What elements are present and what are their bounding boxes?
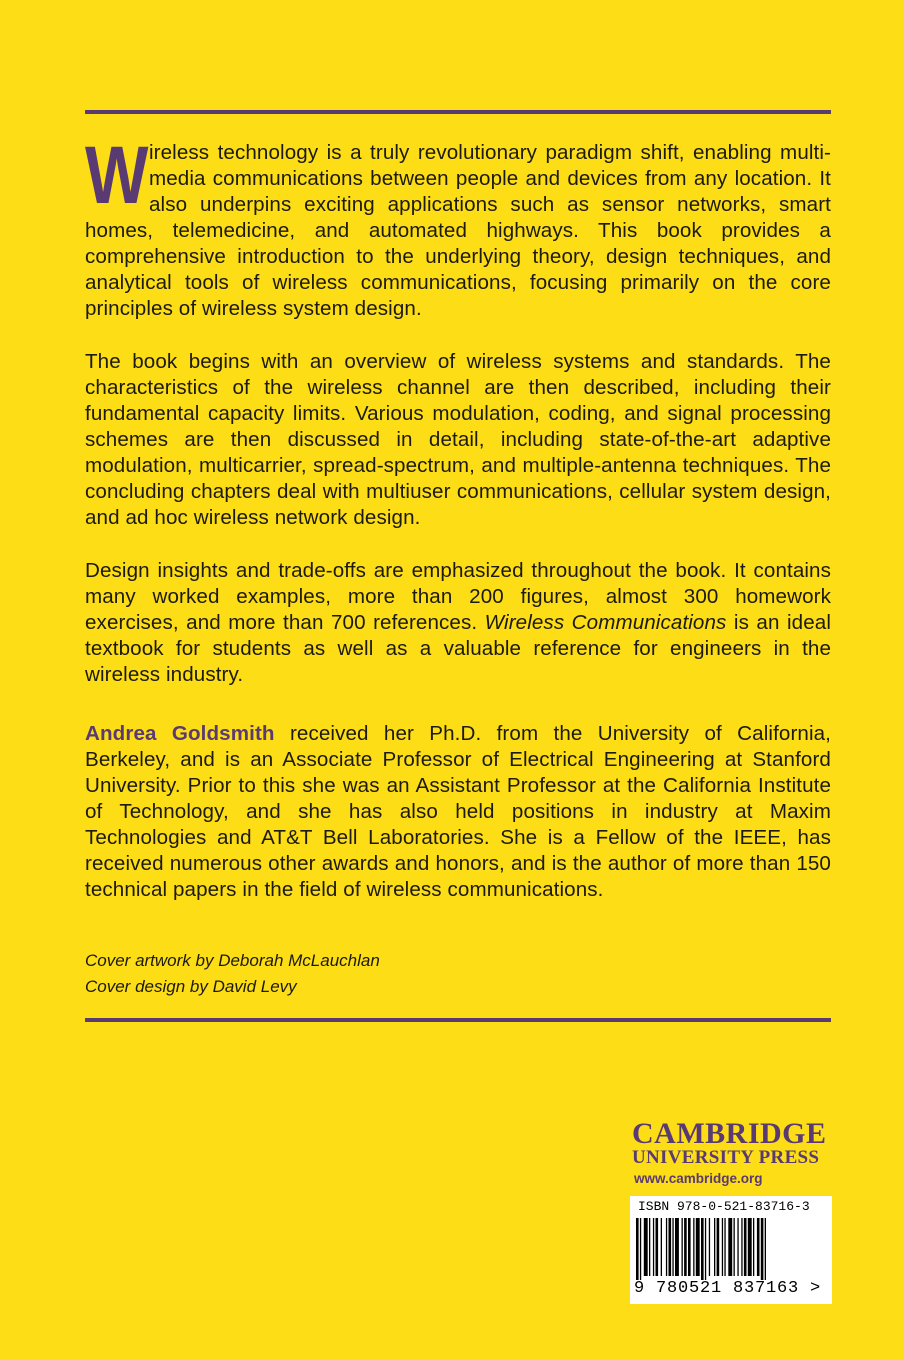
barcode-bar — [696, 1218, 700, 1276]
publisher-url: www.cambridge.org — [634, 1171, 763, 1186]
barcode-bar — [656, 1218, 659, 1276]
barcode-bar — [722, 1218, 723, 1276]
author-bio-text: received her Ph.D. from the University of California, Berkeley, and is an Associate Professor of Electrical Engineering at Stanford University. Prior to this she was an Assistant Professor at the California Institute of Technology, and she has also held positions in industry at Maxim Technologies and AT&T Bell Laboratories. She is a Fellow of the IEEE, has received numerous other awards and honors, and is the author of more than 150 technical papers in the field of wireless communications. — [85, 722, 831, 901]
barcode-bar — [669, 1218, 672, 1276]
author-bio — [85, 721, 831, 903]
barcode-bar — [701, 1218, 704, 1280]
barcode-bar — [728, 1218, 732, 1276]
isbn-label: ISBN 978-0-521-83716-3 — [638, 1199, 810, 1214]
barcode-bar — [714, 1218, 715, 1276]
barcode-bar — [705, 1218, 706, 1280]
barcode-bar — [724, 1218, 725, 1276]
barcode-bar — [737, 1218, 738, 1276]
cover-design-credit: Cover design by David Levy — [85, 977, 297, 996]
paragraph-1-text: ireless technology is a truly revolutionary paradigm shift, enabling multi-media communications between people and devices from any location. It also underpins exciting applications such as sensor networks, smart homes, telemedicine, and automated highways. This book provides a comprehensive introduction to the underlying theory, design techniques, and analytical tools of wireless communications, focusing primarily on the core principles of wireless system design. — [85, 141, 831, 320]
barcode-bar — [653, 1218, 654, 1276]
blurb-paragraph-1 — [85, 130, 831, 322]
paragraph-3-text-before: Design insights and trade-offs are emphasized throughout the book. It contains many worked examples, more than 200 figures, almost 300 homework exercises, and more than 700 references. — [85, 559, 831, 634]
top-divider — [85, 110, 831, 114]
barcode-bar — [757, 1218, 760, 1276]
barcode-bar — [744, 1218, 747, 1276]
barcode-bar — [672, 1218, 673, 1276]
barcode-bar — [688, 1218, 691, 1276]
barcode-bar — [636, 1218, 639, 1280]
barcode-graphic — [636, 1218, 826, 1280]
barcode-bar — [649, 1218, 650, 1276]
barcode-bar — [734, 1218, 735, 1276]
barcode-bar — [709, 1218, 710, 1276]
barcode-bar — [765, 1218, 766, 1280]
barcode-bar — [761, 1218, 764, 1280]
isbn-barcode — [630, 1196, 832, 1304]
barcode-digits: 9 780521 837163 > — [634, 1279, 822, 1298]
blurb-paragraph-3 — [85, 558, 831, 688]
paragraph-3-text-after: is an ideal textbook for students as well as a valuable reference for engineers in the wireless industry. — [85, 611, 831, 686]
blurb-paragraph-2: The book begins with an overview of wireless systems and standards. The characteristics of the wireless channel are then described, including their fundamental capacity limits. Various modulation, coding, and signal processing schemes are then discussed in detail, including state-of-the-art adaptive modulation, multicarrier, spread-spectrum, and multiple-antenna techniques. The concluding chapters deal with multiuser communications, cellular system design, and ad hoc wireless network design. — [85, 350, 831, 529]
cover-artwork-credit: Cover artwork by Deborah McLauchlan — [85, 951, 380, 970]
barcode-bar — [748, 1218, 752, 1276]
barcode-bar — [682, 1218, 683, 1276]
publisher-name: CAMBRIDGE — [632, 1117, 827, 1150]
bottom-divider — [85, 1018, 831, 1022]
barcode-bar — [717, 1218, 720, 1276]
author-name: Andrea Goldsmith — [85, 722, 275, 745]
barcode-bar — [666, 1218, 667, 1276]
barcode-bar — [693, 1218, 694, 1276]
publisher-subtitle: UNIVERSITY PRESS — [632, 1147, 820, 1168]
book-title-italic: Wireless Communications — [484, 611, 727, 634]
barcode-bar — [741, 1218, 742, 1276]
barcode-bar — [661, 1218, 662, 1276]
drop-cap-letter: W — [85, 130, 149, 221]
barcode-bar — [675, 1218, 679, 1276]
barcode-bar — [644, 1218, 648, 1276]
barcode-bar — [684, 1218, 687, 1276]
barcode-bar — [753, 1218, 754, 1276]
barcode-bar — [640, 1218, 641, 1280]
